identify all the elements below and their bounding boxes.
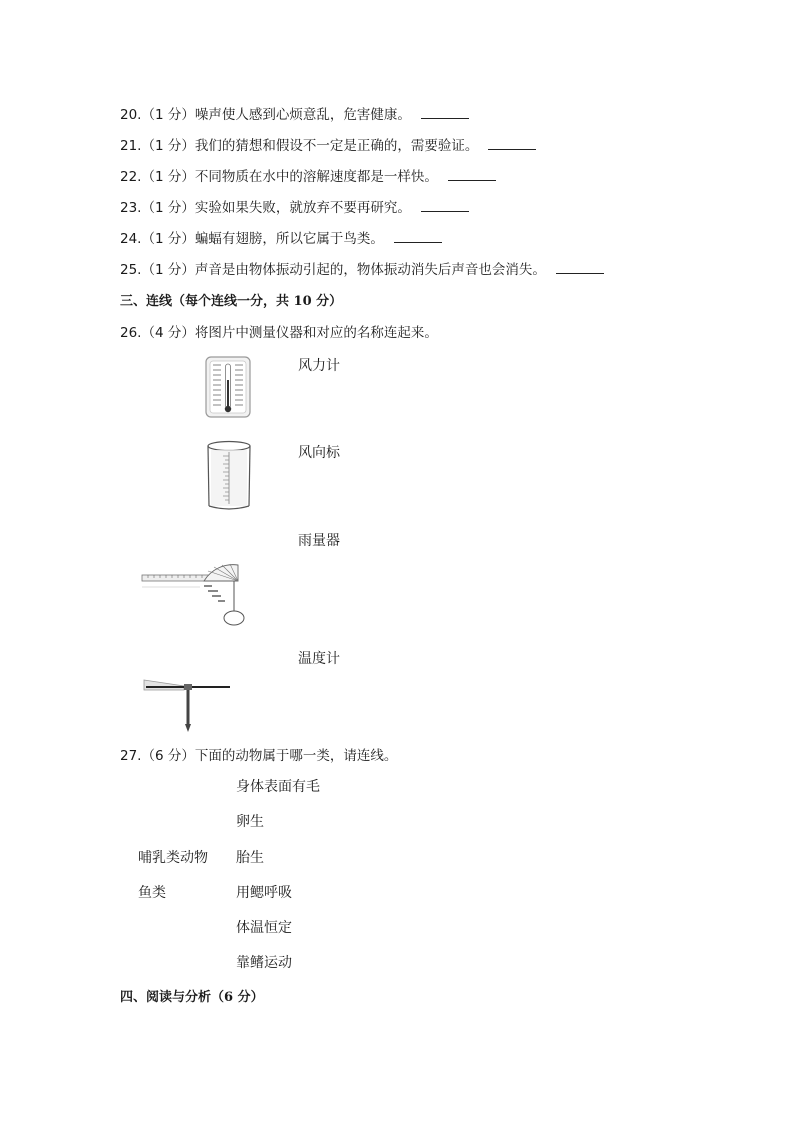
section-heading: 三、连线（每个连线一分，共 10 分） [120, 294, 343, 309]
question-text: 将图片中测量仪器和对应的名称连起来。 [194, 325, 438, 341]
animal-trait[interactable]: 靠鳍运动 [236, 955, 292, 971]
question-score: （1 分） [141, 107, 195, 123]
animal-trait[interactable]: 卵生 [236, 814, 264, 830]
answer-blank[interactable] [421, 106, 469, 119]
instrument-name[interactable]: 风向标 [298, 445, 340, 461]
answer-blank[interactable] [556, 261, 604, 274]
animal-category[interactable]: 哺乳类动物 [138, 850, 208, 866]
question-text: 下面的动物属于哪一类，请连线。 [194, 748, 398, 764]
animal-trait[interactable]: 体温恒定 [236, 920, 292, 936]
question-24 [120, 227, 442, 247]
instrument-name[interactable]: 温度计 [298, 651, 340, 667]
question-score: （1 分） [141, 262, 195, 278]
animal-trait[interactable]: 用鳃呼吸 [236, 885, 292, 901]
question-text: 声音是由物体振动引起的，物体振动消失后声音也会消失。 [194, 262, 546, 278]
question-score: （6 分） [141, 748, 195, 764]
answer-blank[interactable] [488, 137, 536, 150]
question-23 [120, 196, 469, 216]
question-number: 25. [120, 262, 142, 278]
question-score: （1 分） [141, 169, 195, 185]
question-number: 27. [120, 748, 142, 764]
animal-category[interactable]: 鱼类 [138, 885, 166, 901]
question-number: 21. [120, 138, 142, 154]
question-22 [120, 165, 496, 185]
question-score: （1 分） [141, 138, 195, 154]
question-number: 26. [120, 325, 142, 341]
question-27 [120, 744, 397, 764]
question-text: 不同物质在水中的溶解速度都是一样快。 [194, 169, 438, 185]
question-text: 蝙蝠有翅膀，所以它属于鸟类。 [194, 231, 384, 247]
question-score: （1 分） [141, 200, 195, 216]
animal-trait[interactable]: 身体表面有毛 [236, 779, 320, 795]
question-text: 我们的猜想和假设不一定是正确的，需要验证。 [194, 138, 479, 154]
question-text: 噪声使人感到心烦意乱，危害健康。 [194, 107, 411, 123]
section-heading: 四、阅读与分析（6 分） [120, 990, 264, 1005]
wind-force-meter-icon[interactable] [142, 563, 252, 629]
question-25 [120, 258, 604, 278]
answer-blank[interactable] [394, 230, 442, 243]
instrument-name[interactable]: 雨量器 [298, 533, 340, 549]
question-score: （4 分） [141, 325, 195, 341]
question-20 [120, 103, 469, 123]
question-number: 23. [120, 200, 142, 216]
question-number: 24. [120, 231, 142, 247]
animal-trait[interactable]: 胎生 [236, 850, 264, 866]
question-21 [120, 134, 536, 154]
answer-blank[interactable] [448, 168, 496, 181]
wind-vane-icon[interactable] [140, 676, 234, 734]
answer-blank[interactable] [421, 199, 469, 212]
rain-gauge-icon[interactable] [205, 440, 253, 512]
question-number: 22. [120, 169, 142, 185]
question-26 [120, 321, 438, 341]
thermometer-icon[interactable] [205, 356, 251, 418]
question-score: （1 分） [141, 231, 195, 247]
question-number: 20. [120, 107, 142, 123]
question-text: 实验如果失败，就放弃不要再研究。 [194, 200, 411, 216]
instrument-name[interactable]: 风力计 [298, 358, 340, 374]
